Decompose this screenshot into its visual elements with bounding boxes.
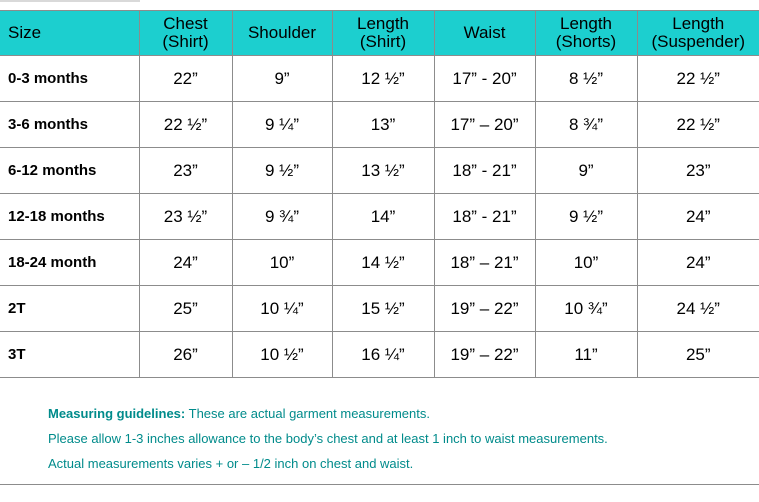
table-row bbox=[0, 332, 759, 378]
header-chest bbox=[139, 11, 232, 56]
chest-cell: 26” bbox=[139, 332, 232, 378]
length-shorts-cell: 9 ½” bbox=[535, 194, 637, 240]
chest-cell: 23” bbox=[139, 148, 232, 194]
table-row bbox=[0, 194, 759, 240]
guideline-text-1: These are actual garment measurements. bbox=[185, 406, 430, 421]
header-length-suspender-line2: (Suspender) bbox=[651, 32, 746, 51]
length-shirt-cell: 14” bbox=[332, 194, 434, 240]
chest-cell: 25” bbox=[139, 286, 232, 332]
length-suspender-cell: 25” bbox=[637, 332, 759, 378]
waist-cell: 19” – 22” bbox=[434, 332, 535, 378]
header-shoulder bbox=[232, 11, 332, 56]
top-divider bbox=[0, 0, 140, 2]
length-shirt-cell: 14 ½” bbox=[332, 240, 434, 286]
length-suspender-cell: 22 ½” bbox=[637, 56, 759, 102]
header-length-shorts-line2: (Shorts) bbox=[555, 32, 617, 51]
length-shirt-cell: 16 ¼” bbox=[332, 332, 434, 378]
chest-cell: 23 ½” bbox=[139, 194, 232, 240]
shoulder-cell: 10” bbox=[232, 240, 332, 286]
chest-cell: 22” bbox=[139, 56, 232, 102]
length-shorts-cell: 11” bbox=[535, 332, 637, 378]
header-length-suspender bbox=[637, 11, 759, 56]
guideline-line-1 bbox=[48, 401, 608, 426]
header-length-shirt-line1: Length bbox=[357, 14, 409, 33]
shoulder-cell: 10 ¼” bbox=[232, 286, 332, 332]
length-shorts-cell: 9” bbox=[535, 148, 637, 194]
length-suspender-cell: 24” bbox=[637, 194, 759, 240]
table-row bbox=[0, 56, 759, 102]
size-cell: 0-3 months bbox=[0, 56, 139, 102]
table-row bbox=[0, 148, 759, 194]
length-shorts-cell: 10” bbox=[535, 240, 637, 286]
table-header-row bbox=[0, 11, 759, 56]
guideline-line-3: Actual measurements varies + or – 1/2 inch on chest and waist. bbox=[48, 456, 414, 471]
size-cell: 18-24 month bbox=[0, 240, 139, 286]
length-shirt-cell: 15 ½” bbox=[332, 286, 434, 332]
length-shirt-cell: 12 ½” bbox=[332, 56, 434, 102]
length-shorts-cell: 8 ¾” bbox=[535, 102, 637, 148]
length-shirt-cell: 13 ½” bbox=[332, 148, 434, 194]
header-chest-line1: Chest bbox=[163, 14, 208, 33]
header-size-label: Size bbox=[8, 23, 42, 42]
size-cell: 3T bbox=[0, 332, 139, 378]
header-length-shorts bbox=[535, 11, 637, 56]
shoulder-cell: 9” bbox=[232, 56, 332, 102]
measuring-guidelines bbox=[48, 401, 608, 476]
size-cell: 12-18 months bbox=[0, 194, 139, 240]
bottom-divider bbox=[0, 484, 759, 485]
size-cell: 3-6 months bbox=[0, 102, 139, 148]
waist-cell: 17” – 20” bbox=[434, 102, 535, 148]
header-length-suspender-line1: Length bbox=[672, 14, 725, 33]
length-suspender-cell: 22 ½” bbox=[637, 102, 759, 148]
length-suspender-cell: 23” bbox=[637, 148, 759, 194]
header-length-shirt-line2: (Shirt) bbox=[359, 32, 407, 51]
header-length-shorts-line1: Length bbox=[560, 14, 612, 33]
length-shorts-cell: 8 ½” bbox=[535, 56, 637, 102]
shoulder-cell: 9 ½” bbox=[232, 148, 332, 194]
table-row bbox=[0, 240, 759, 286]
table-row bbox=[0, 286, 759, 332]
length-shirt-cell: 13” bbox=[332, 102, 434, 148]
size-chart-table bbox=[0, 10, 759, 378]
waist-cell: 18” - 21” bbox=[434, 194, 535, 240]
length-suspender-cell: 24 ½” bbox=[637, 286, 759, 332]
shoulder-cell: 9 ¼” bbox=[232, 102, 332, 148]
shoulder-cell: 9 ¾” bbox=[232, 194, 332, 240]
header-shoulder-label: Shoulder bbox=[247, 23, 317, 42]
header-waist-label: Waist bbox=[463, 23, 506, 42]
header-chest-line2: (Shirt) bbox=[162, 32, 209, 51]
chest-cell: 24” bbox=[139, 240, 232, 286]
header-length-shirt bbox=[332, 11, 434, 56]
length-suspender-cell: 24” bbox=[637, 240, 759, 286]
shoulder-cell: 10 ½” bbox=[232, 332, 332, 378]
table-row bbox=[0, 102, 759, 148]
waist-cell: 18” – 21” bbox=[434, 240, 535, 286]
guideline-line-2: Please allow 1-3 inches allowance to the body’s chest and at least 1 inch to waist measurements. bbox=[48, 431, 608, 446]
chest-cell: 22 ½” bbox=[139, 102, 232, 148]
waist-cell: 19” – 22” bbox=[434, 286, 535, 332]
waist-cell: 18” - 21” bbox=[434, 148, 535, 194]
size-cell: 2T bbox=[0, 286, 139, 332]
header-size bbox=[0, 11, 139, 56]
length-shorts-cell: 10 ¾” bbox=[535, 286, 637, 332]
size-cell: 6-12 months bbox=[0, 148, 139, 194]
waist-cell: 17” - 20” bbox=[434, 56, 535, 102]
header-waist bbox=[434, 11, 535, 56]
guideline-label: Measuring guidelines: bbox=[48, 406, 186, 421]
